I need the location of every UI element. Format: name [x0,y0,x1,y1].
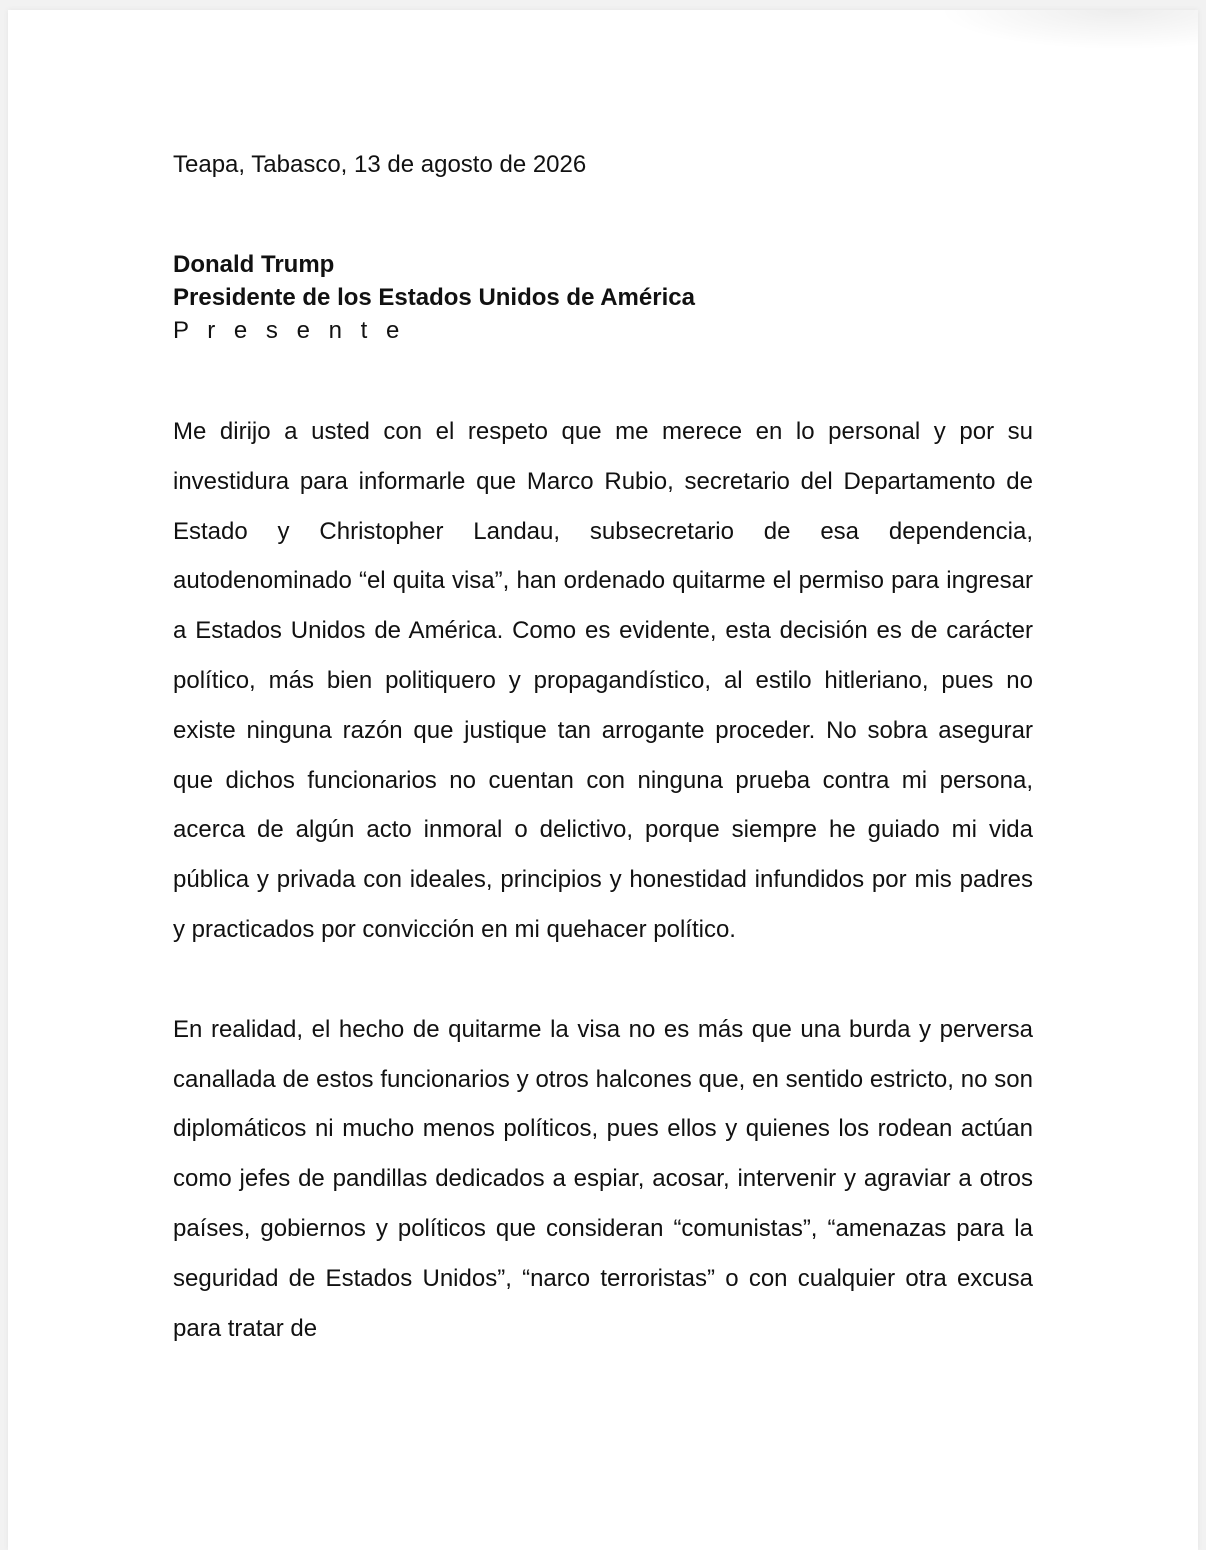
letter-body [173,150,1033,1353]
paragraph-2: En realidad, el hecho de quitarme la visa no es más que una burda y perversa canallada de estos funcionarios y otros halcones que, en sentido estricto, no son diplomáticos ni mucho menos políticos, pues ellos y quienes los rodean actúan como jefes de pandillas dedicados a espiar, acosar, intervenir y agraviar a otros países, gobiernos y políticos que consideran “comunistas”, “amenazas para la seguridad de Estados Unidos”, “narco terroristas” o con cualquier otra excusa para tratar de [173,1015,1033,1342]
recipient-title: Presidente de los Estados Unidos de América [173,284,695,311]
recipient-block [173,248,1033,347]
recipient-name: Donald Trump [173,251,335,278]
date-line: Teapa, Tabasco, 13 de agosto de 2026 [173,151,587,178]
salutation: P r e s e n t e [173,317,406,344]
paragraph-1: Me dirijo a usted con el respeto que me merece en lo personal y por su investidura para informarle que Marco Rubio, secretario del Departamento de Estado y Christopher Landau, subsecretario de esa dependencia, autodenominado “el quita visa”, han ordenado quitarme el permiso para ingresar a Estados Unidos de América. Como es evidente, esta decisión es de carácter político, más bien politiquero y propagandístico, al estilo hitleriano, pues no existe ninguna razón que justique tan arrogante proceder. No sobra asegurar que dichos funcionarios no cuentan con ninguna prueba contra mi persona, acerca de algún acto inmoral o delictivo, porque siempre he guiado mi vida pública y privada con ideales, principios y honestidad infundidos por mis padres y practicados por convicción en mi quehacer político. [173,418,1033,943]
document-page [8,10,1198,1550]
